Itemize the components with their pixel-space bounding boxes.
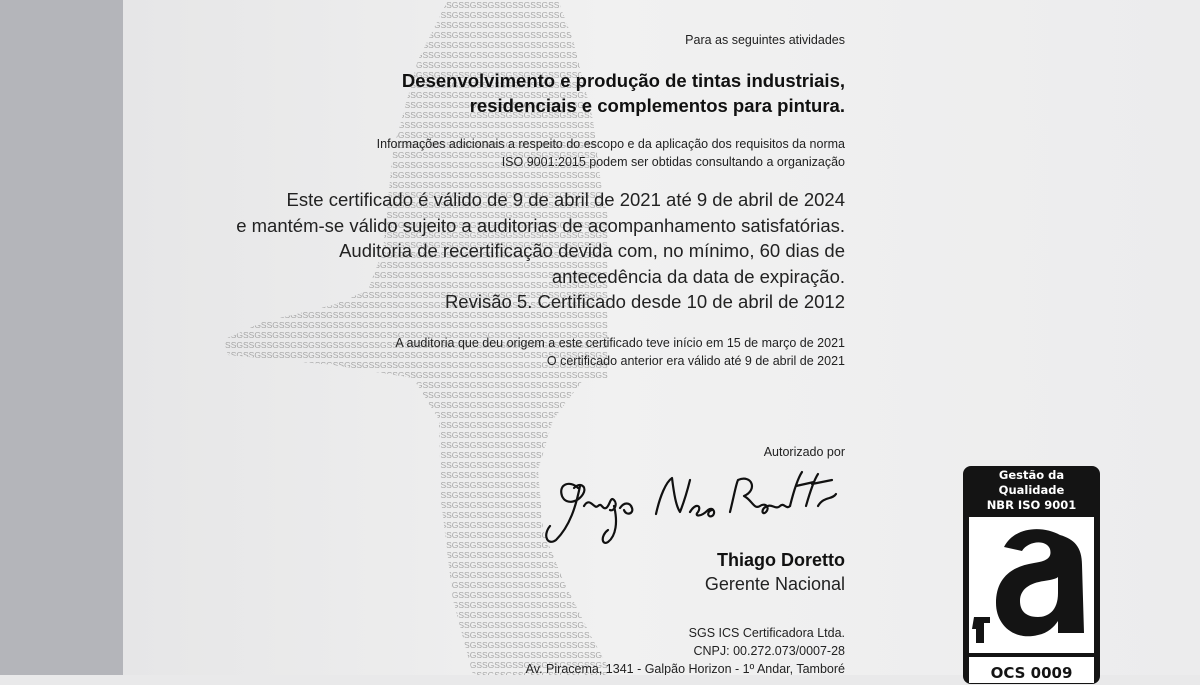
validity-line: Este certificado é válido de 9 de abril de 2021 até 9 de abril de 2024	[286, 189, 845, 210]
validity-statement	[236, 187, 845, 315]
handwritten-signature	[540, 466, 850, 550]
signatory-name: Thiago Doretto	[717, 550, 845, 570]
issuer-line: CNPJ: 00.272.073/0007-28	[693, 644, 845, 658]
issuer-line: SGS ICS Certificadora Ltda.	[688, 626, 845, 640]
audit-note-line: O certificado anterior era válido até 9 de abril de 2021	[546, 354, 845, 368]
iso-9001-accreditation-badge	[962, 465, 1101, 685]
signatory-role: Gerente Nacional	[704, 574, 845, 594]
activities-line: Desenvolvimento e produção de tintas industriais,	[401, 70, 845, 91]
scope-note-line: Informações adicionais a respeito do escopo e da aplicação dos requisitos da norma	[376, 137, 845, 151]
badge-title-line: Gestão da	[998, 468, 1065, 482]
issuer-details	[526, 624, 845, 675]
validity-line: e mantém-se válido sujeito a auditorias de acompanhamento satisfatórias.	[236, 214, 845, 236]
authorized-by-label: Autorizado por	[763, 445, 845, 459]
validity-line: antecedência da data de expiração.	[551, 265, 845, 287]
validity-line: Revisão 5. Certificado desde 10 de abril de 2012	[444, 291, 845, 312]
badge-code: OCS 0009	[990, 664, 1073, 682]
audit-notes	[395, 334, 845, 370]
validity-line: Auditoria de recertificação devida com, no mínimo, 60 dias de	[339, 240, 845, 261]
activities-line: residenciais e complementos para pintura.	[469, 95, 845, 116]
issuer-line: Av. Piracema, 1341 - Galpão Horizon - 1º Andar, Tamboré	[525, 662, 845, 675]
scope-note-line: ISO 9001:2015 podem ser obtidas consultando a organização	[501, 155, 845, 169]
badge-title-line: Qualidade	[998, 483, 1065, 497]
audit-note-line: A auditoria que deu origem a este certificado teve início em 15 de março de 2021	[395, 336, 845, 350]
left-margin-band	[0, 0, 123, 675]
activities-heading: Para as seguintes atividades	[685, 33, 845, 47]
activities-description	[402, 68, 845, 118]
scope-note	[377, 135, 845, 171]
badge-title-line: NBR ISO 9001	[986, 498, 1077, 512]
